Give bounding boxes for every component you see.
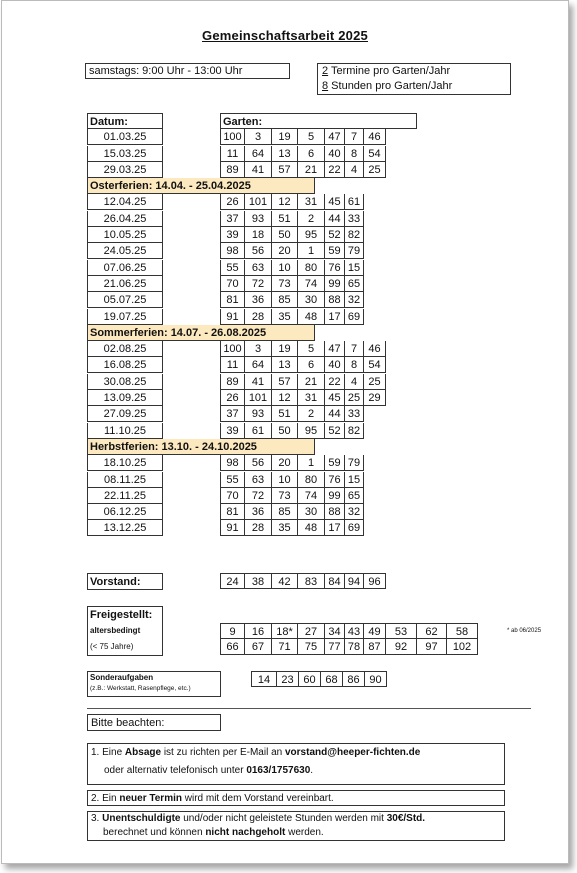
- garden-cell: 101: [245, 390, 272, 406]
- garden-cell: 81: [220, 292, 245, 308]
- garden-cell: 59: [325, 243, 345, 259]
- garden-cell: 8: [345, 146, 364, 162]
- garden-cell: 73: [272, 276, 298, 292]
- garden-cell: 39: [220, 423, 245, 439]
- garden-cell: 45: [325, 390, 345, 406]
- garden-cells: [220, 520, 364, 536]
- garden-cell: 37: [220, 406, 245, 422]
- garden-cell: 14: [251, 671, 277, 687]
- garden-cell: 94: [345, 573, 364, 589]
- garden-cells: [220, 472, 364, 488]
- date-cell: 19.07.25: [87, 309, 163, 325]
- garden-cell: 6: [298, 146, 325, 162]
- garden-cell: 33: [345, 406, 364, 422]
- garden-cell: 31: [298, 194, 325, 210]
- garden-cells: [220, 455, 364, 471]
- date-cell: 15.03.25: [87, 146, 163, 162]
- garden-cell: 65: [345, 488, 364, 504]
- garden-cell: 91: [220, 520, 245, 536]
- garden-cell: 62: [417, 623, 447, 639]
- garden-cell: 55: [220, 260, 245, 276]
- note-2: 2. Ein neuer Termin wird mit dem Vorstand vereinbart.: [87, 790, 505, 806]
- garden-cell: 54: [364, 357, 386, 373]
- garden-cell: 12: [272, 390, 298, 406]
- page-title: Gemeinschaftsarbeit 2025: [202, 28, 368, 43]
- garden-cell: 99: [325, 488, 345, 504]
- garden-cell: 25: [364, 162, 386, 178]
- garden-cell: 80: [298, 472, 325, 488]
- garden-cell: 19: [272, 129, 298, 145]
- date-cell: 12.04.25: [87, 194, 163, 210]
- garden-cell: 8: [345, 357, 364, 373]
- date-cell: 10.05.25: [87, 227, 163, 243]
- info-line-1: 2 Termine pro Garten/Jahr: [322, 65, 451, 77]
- note-1: 1. Eine Absage ist zu richten per E-Mail an vorstand@heeper-fichten.de oder alternativ telefonisch unter 0163/1757630.: [87, 743, 505, 785]
- garden-cells: [220, 162, 386, 178]
- garden-cell: 77: [325, 639, 345, 655]
- garden-cell: 55: [220, 472, 245, 488]
- garden-cell: 51: [272, 406, 298, 422]
- garden-cell: 30: [298, 292, 325, 308]
- garden-cell: 53: [386, 623, 417, 639]
- garden-cell: 93: [245, 406, 272, 422]
- garden-cell: 5: [298, 129, 325, 145]
- garden-cell: 88: [325, 504, 345, 520]
- garden-header: Garten:: [220, 113, 417, 129]
- garden-cell: 31: [298, 390, 325, 406]
- garden-cell: 39: [220, 227, 245, 243]
- garden-cell: 28: [245, 520, 272, 536]
- date-cell: 13.12.25: [87, 520, 163, 536]
- holiday-label: Herbstferien: 13.10. - 24.10.2025: [87, 439, 315, 455]
- garden-cell: 29: [364, 390, 386, 406]
- garden-cell: 76: [325, 260, 345, 276]
- info-line-2: 8 Stunden pro Garten/Jahr: [322, 80, 453, 92]
- garden-cell: 99: [325, 276, 345, 292]
- garden-cell: 21: [298, 162, 325, 178]
- garden-cells: [220, 129, 386, 145]
- garden-cell: 44: [325, 211, 345, 227]
- garden-cell: 56: [245, 455, 272, 471]
- garden-cell: 15: [345, 472, 364, 488]
- garden-cell: 36: [245, 504, 272, 520]
- freigestellt-sub-2: (< 75 Jahre): [90, 642, 134, 651]
- garden-cell: 80: [298, 260, 325, 276]
- garden-cell: 88: [325, 292, 345, 308]
- garden-cell: 10: [272, 472, 298, 488]
- date-cell: 24.05.25: [87, 243, 163, 259]
- garden-cell: 102: [447, 639, 478, 655]
- garden-cell: 20: [272, 243, 298, 259]
- garden-cell: 66: [220, 639, 245, 655]
- date-cell: 07.06.25: [87, 260, 163, 276]
- garden-cell: 74: [298, 488, 325, 504]
- document-page: [1, 0, 569, 864]
- garden-cell: 15: [345, 260, 364, 276]
- garden-cell: 52: [325, 227, 345, 243]
- garden-cell: 41: [245, 162, 272, 178]
- garden-cell: 69: [345, 309, 364, 325]
- garden-cell: 2: [298, 406, 325, 422]
- garden-cell: 24: [220, 573, 245, 589]
- garden-cell: 3: [245, 341, 272, 357]
- garden-cell: 68: [321, 671, 343, 687]
- garden-cell: 48: [298, 520, 325, 536]
- garden-cell: 83: [298, 573, 325, 589]
- garden-cell: 61: [345, 194, 364, 210]
- date-cell: 08.11.25: [87, 472, 163, 488]
- garden-cell: 22: [325, 374, 345, 390]
- garden-cell: 100: [220, 129, 245, 145]
- garden-cell: 11: [220, 357, 245, 373]
- garden-cell: 18: [245, 227, 272, 243]
- garden-cell: 7: [345, 129, 364, 145]
- garden-cell: 26: [220, 390, 245, 406]
- garden-cell: 1: [298, 455, 325, 471]
- garden-cell: 20: [272, 455, 298, 471]
- garden-cell: 11: [220, 146, 245, 162]
- date-cell: 06.12.25: [87, 504, 163, 520]
- garden-cell: 4: [345, 162, 364, 178]
- schedule-box: samstags: 9:00 Uhr - 13:00 Uhr: [85, 63, 290, 79]
- date-cell: 01.03.25: [87, 129, 163, 145]
- freigestellt-box: [87, 606, 163, 656]
- garden-cell: 97: [417, 639, 447, 655]
- garden-cells: [220, 423, 364, 439]
- date-cell: 18.10.25: [87, 455, 163, 471]
- garden-cell: 87: [364, 639, 386, 655]
- garden-cell: 42: [272, 573, 298, 589]
- garden-cell: 70: [220, 488, 245, 504]
- garden-cell: 78: [345, 639, 364, 655]
- garden-cell: 35: [272, 309, 298, 325]
- garden-cell: 96: [364, 573, 386, 589]
- sonder-label: Sonderaufgaben: [90, 673, 154, 682]
- garden-cell: 25: [364, 374, 386, 390]
- garden-cell: 17: [325, 309, 345, 325]
- garden-cell: 59: [325, 455, 345, 471]
- date-cell: 02.08.25: [87, 341, 163, 357]
- date-cell: 22.11.25: [87, 488, 163, 504]
- garden-cell: 6: [298, 357, 325, 373]
- garden-cell: 93: [245, 211, 272, 227]
- date-cell: 13.09.25: [87, 390, 163, 406]
- garden-cell: 60: [299, 671, 321, 687]
- garden-cell: 43: [345, 623, 364, 639]
- garden-cell: 52: [325, 423, 345, 439]
- holiday-label: Sommerferien: 14.07. - 26.08.2025: [87, 325, 315, 341]
- garden-cell: 61: [245, 423, 272, 439]
- garden-cell: 41: [245, 374, 272, 390]
- garden-cell: 38: [245, 573, 272, 589]
- garden-cell: 10: [272, 260, 298, 276]
- garden-cells: [220, 374, 386, 390]
- garden-cell: 50: [272, 423, 298, 439]
- garden-cell: 91: [220, 309, 245, 325]
- garden-cell: 17: [325, 520, 345, 536]
- garden-cells: [220, 146, 386, 162]
- garden-cell: 37: [220, 211, 245, 227]
- date-cell: 26.04.25: [87, 211, 163, 227]
- garden-cell: 65: [345, 276, 364, 292]
- garden-cell: 13: [272, 146, 298, 162]
- garden-cell: 89: [220, 162, 245, 178]
- garden-cell: 101: [245, 194, 272, 210]
- garden-cell: 57: [272, 162, 298, 178]
- garden-cell: 90: [365, 671, 387, 687]
- date-cell: 11.10.25: [87, 423, 163, 439]
- garden-cells: [220, 211, 364, 227]
- garden-cells: [220, 623, 478, 639]
- garden-cell: 7: [345, 341, 364, 357]
- sonder-sub: (z.B.: Werkstatt, Rasenpflege, etc.): [90, 685, 191, 692]
- garden-cell: 54: [364, 146, 386, 162]
- garden-cell: 57: [272, 374, 298, 390]
- garden-cell: 22: [325, 162, 345, 178]
- garden-cells: [220, 194, 364, 210]
- garden-cells: [220, 243, 364, 259]
- garden-cell: 21: [298, 374, 325, 390]
- freigestellt-label: Freigestellt:: [90, 609, 153, 621]
- garden-cell: 27: [298, 623, 325, 639]
- vorstand-label: Vorstand:: [87, 573, 163, 590]
- holiday-label: Osterferien: 14.04. - 25.04.2025: [87, 178, 315, 194]
- garden-cell: 40: [325, 357, 345, 373]
- garden-cell: 92: [386, 639, 417, 655]
- garden-cell: 74: [298, 276, 325, 292]
- garden-cell: 5: [298, 341, 325, 357]
- garden-cell: 32: [345, 292, 364, 308]
- garden-cell: 35: [272, 520, 298, 536]
- garden-cell: 25: [345, 390, 364, 406]
- date-header: Datum:: [87, 113, 163, 129]
- garden-cell: 98: [220, 243, 245, 259]
- garden-cell: 69: [345, 520, 364, 536]
- garden-cell: 71: [272, 639, 298, 655]
- garden-cell: 23: [277, 671, 299, 687]
- garden-cell: 85: [272, 504, 298, 520]
- garden-cell: 82: [345, 227, 364, 243]
- garden-cell: 85: [272, 292, 298, 308]
- sonder-box: [87, 671, 221, 697]
- garden-cell: 40: [325, 146, 345, 162]
- garden-cell: 70: [220, 276, 245, 292]
- date-cell: 21.06.25: [87, 276, 163, 292]
- date-cell: 16.08.25: [87, 357, 163, 373]
- garden-cell: 63: [245, 472, 272, 488]
- garden-cell: 79: [345, 455, 364, 471]
- garden-cells: [251, 671, 387, 687]
- garden-cell: 81: [220, 504, 245, 520]
- garden-cell: 95: [298, 423, 325, 439]
- garden-cell: 18*: [272, 623, 298, 639]
- garden-cell: 51: [272, 211, 298, 227]
- date-cell: 29.03.25: [87, 162, 163, 178]
- garden-cell: 47: [325, 129, 345, 145]
- footnote: * ab 06/2025: [507, 628, 542, 634]
- garden-cell: 56: [245, 243, 272, 259]
- garden-cells: [220, 357, 386, 373]
- freigestellt-sub-1: altersbedingt: [90, 626, 141, 635]
- garden-cell: 58: [447, 623, 478, 639]
- garden-cell: 36: [245, 292, 272, 308]
- garden-cell: 44: [325, 406, 345, 422]
- garden-cell: 86: [343, 671, 365, 687]
- info-box: [317, 63, 511, 95]
- garden-cell: 67: [245, 639, 272, 655]
- garden-cell: 75: [298, 639, 325, 655]
- garden-cell: 79: [345, 243, 364, 259]
- garden-cell: 13: [272, 357, 298, 373]
- garden-cell: 76: [325, 472, 345, 488]
- garden-cells: [220, 406, 364, 422]
- garden-cells: [220, 227, 364, 243]
- garden-cell: 73: [272, 488, 298, 504]
- garden-cells: [220, 573, 386, 589]
- garden-cells: [220, 488, 364, 504]
- garden-cell: 95: [298, 227, 325, 243]
- garden-cell: 84: [325, 573, 345, 589]
- garden-cell: 32: [345, 504, 364, 520]
- garden-cell: 1: [298, 243, 325, 259]
- garden-cell: 72: [245, 276, 272, 292]
- garden-cell: 50: [272, 227, 298, 243]
- date-cell: 30.08.25: [87, 374, 163, 390]
- garden-cell: 28: [245, 309, 272, 325]
- garden-cell: 45: [325, 194, 345, 210]
- garden-cell: 46: [364, 129, 386, 145]
- note-3: 3. Unentschuldigte und/oder nicht geleistete Stunden werden mit 30€/Std. berechnet und können nicht nachgeholt werden.: [87, 811, 505, 841]
- garden-cell: 48: [298, 309, 325, 325]
- garden-cell: 26: [220, 194, 245, 210]
- garden-cell: 2: [298, 211, 325, 227]
- garden-cell: 4: [345, 374, 364, 390]
- garden-cell: 64: [245, 357, 272, 373]
- garden-cell: 34: [325, 623, 345, 639]
- garden-cell: 3: [245, 129, 272, 145]
- garden-cells: [220, 276, 364, 292]
- garden-cells: [220, 504, 364, 520]
- garden-cell: 100: [220, 341, 245, 357]
- garden-cell: 47: [325, 341, 345, 357]
- garden-cell: 30: [298, 504, 325, 520]
- date-cell: 05.07.25: [87, 292, 163, 308]
- garden-cell: 63: [245, 260, 272, 276]
- garden-cells: [220, 292, 364, 308]
- garden-cell: 89: [220, 374, 245, 390]
- garden-cell: 16: [245, 623, 272, 639]
- garden-cell: 49: [364, 623, 386, 639]
- divider: [87, 708, 531, 709]
- garden-cell: 72: [245, 488, 272, 504]
- garden-cell: 33: [345, 211, 364, 227]
- notes-header: Bitte beachten:: [87, 714, 221, 731]
- garden-cell: 9: [220, 623, 245, 639]
- garden-cell: 82: [345, 423, 364, 439]
- garden-cell: 12: [272, 194, 298, 210]
- garden-cell: 98: [220, 455, 245, 471]
- garden-cell: 19: [272, 341, 298, 357]
- garden-cells: [220, 260, 364, 276]
- garden-cells: [220, 639, 478, 655]
- garden-cells: [220, 341, 386, 357]
- garden-cell: 46: [364, 341, 386, 357]
- garden-cells: [220, 390, 386, 406]
- garden-cells: [220, 309, 364, 325]
- garden-cell: 64: [245, 146, 272, 162]
- date-cell: 27.09.25: [87, 406, 163, 422]
